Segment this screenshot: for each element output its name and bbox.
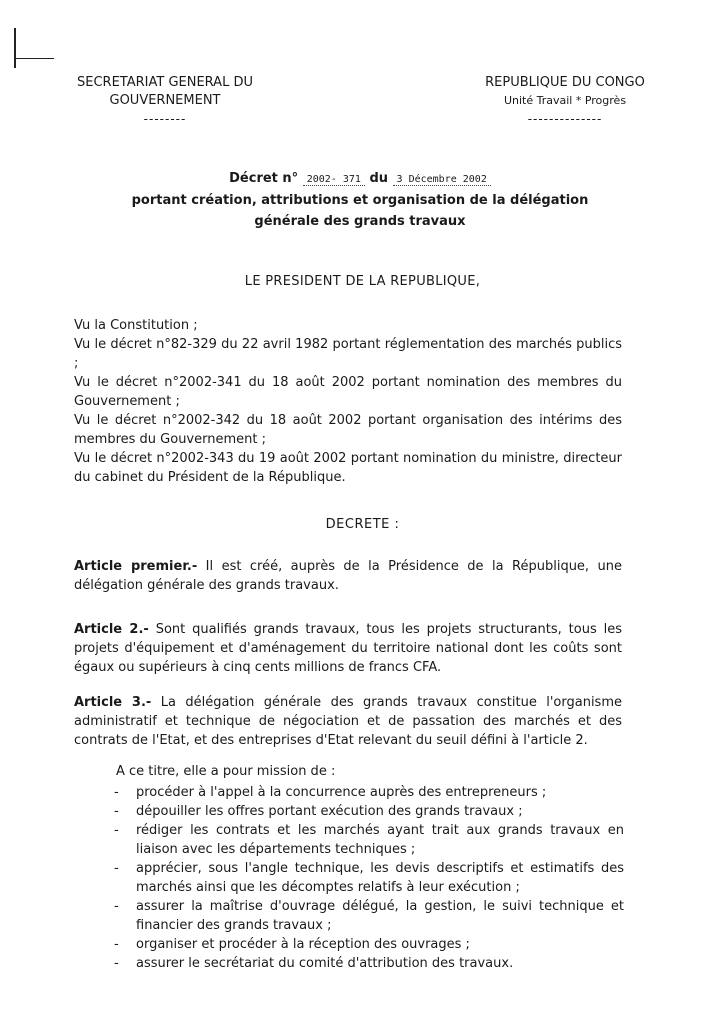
mission-text: rédiger les contrats et les marchés ayant trait aux grands travaux en liaison avec les départements techniques ; xyxy=(136,823,624,857)
article-text: La délégation générale des grands travaux constitue l'organisme administratif et technique de négociation et de passation des marchés et des contrats de l'Etat, et des entreprises d'Etat relevant du seuil défini à l'article 2. xyxy=(74,695,622,748)
article-label: Article premier.- xyxy=(74,559,198,574)
mission-list xyxy=(108,783,624,973)
mission-item xyxy=(108,783,624,802)
bullet-dash: - xyxy=(114,956,119,971)
visa-item: Vu le décret n°2002-343 du 19 août 2002 portant nomination du ministre, directeur du cabinet du Président de la République. xyxy=(74,451,622,485)
mission-item xyxy=(108,954,624,973)
decree-date: 3 Décembre 2002 xyxy=(393,174,491,186)
visa-item: Vu le décret n°82-329 du 22 avril 1982 portant réglementation des marchés publics ; xyxy=(74,337,622,371)
article-premier xyxy=(74,557,622,595)
mission-text: assurer le secrétariat du comité d'attribution des travaux. xyxy=(136,956,514,971)
decree-title-line-1 xyxy=(110,168,610,190)
mission-text: dépouiller les offres portant exécution des grands travaux ; xyxy=(136,804,523,819)
visas-section xyxy=(74,316,622,487)
decree-title xyxy=(110,168,610,232)
decree-du-label: du xyxy=(369,171,388,186)
issuer-dashes: -------- xyxy=(143,112,187,126)
issuer-header xyxy=(45,74,285,128)
mission-text: apprécier, sous l'angle technique, les devis descriptifs et estimatifs des marchés ainsi que les décomptes relatifs à leur exécution ; xyxy=(136,861,624,895)
bullet-dash: - xyxy=(114,937,119,952)
mission-item xyxy=(108,821,624,859)
republic-header xyxy=(445,74,685,128)
article-label: Article 2.- xyxy=(74,622,149,637)
mission-item xyxy=(108,935,624,954)
article-text: Sont qualifiés grands travaux, tous les projets structurants, tous les projets d'équipement et d'aménagement du territoire national dont les coûts sont égaux ou supérieurs à cinq cents millions de francs CFA. xyxy=(74,622,623,675)
decree-prefix: Décret n° xyxy=(229,171,299,186)
visa-item: Vu le décret n°2002-341 du 18 août 2002 portant nomination des membres du Gouvernement ; xyxy=(74,375,622,409)
decree-title-line-3: générale des grands travaux xyxy=(254,214,466,229)
mission-text: organiser et procéder à la réception des ouvrages ; xyxy=(136,937,470,952)
bullet-dash: - xyxy=(114,804,119,819)
bullet-dash: - xyxy=(114,861,119,876)
republic-motto: Unité Travail * Progrès xyxy=(503,94,627,107)
mission-intro: A ce titre, elle a pour mission de : xyxy=(116,764,336,779)
bullet-dash: - xyxy=(114,785,119,800)
visa-item: Vu la Constitution ; xyxy=(74,318,198,333)
article-text: Il est créé, auprès de la Présidence de la République, une délégation générale des grands travaux. xyxy=(74,559,622,593)
article-2 xyxy=(74,620,622,677)
visa-item: Vu le décret n°2002-342 du 18 août 2002 portant organisation des intérims des membres du Gouvernement ; xyxy=(74,413,622,447)
mission-text: assurer la maîtrise d'ouvrage délégué, la gestion, le suivi technique et financier des grands travaux ; xyxy=(136,899,624,933)
republic-name: REPUBLIQUE DU CONGO xyxy=(485,75,645,90)
decree-number: 2002- 371 xyxy=(303,174,365,186)
mission-item xyxy=(108,859,624,897)
issuer-line-1: SECRETARIAT GENERAL DU xyxy=(77,75,253,90)
president-heading: LE PRESIDENT DE LA REPUBLIQUE, xyxy=(244,274,481,289)
article-label: Article 3.- xyxy=(74,695,152,710)
bullet-dash: - xyxy=(114,823,119,838)
mission-item xyxy=(108,897,624,935)
bullet-dash: - xyxy=(114,899,119,914)
article-3 xyxy=(74,693,622,750)
decree-title-line-2: portant création, attributions et organisation de la délégation xyxy=(131,193,589,208)
scan-edge-tick xyxy=(14,58,54,59)
decrete-heading: DECRETE : xyxy=(325,517,400,532)
scan-edge-mark xyxy=(14,28,16,68)
mission-text: procéder à l'appel à la concurrence auprès des entrepreneurs ; xyxy=(136,785,547,800)
issuer-line-2: GOUVERNEMENT xyxy=(109,93,221,108)
mission-item xyxy=(108,802,624,821)
republic-dashes: -------------- xyxy=(527,112,603,126)
